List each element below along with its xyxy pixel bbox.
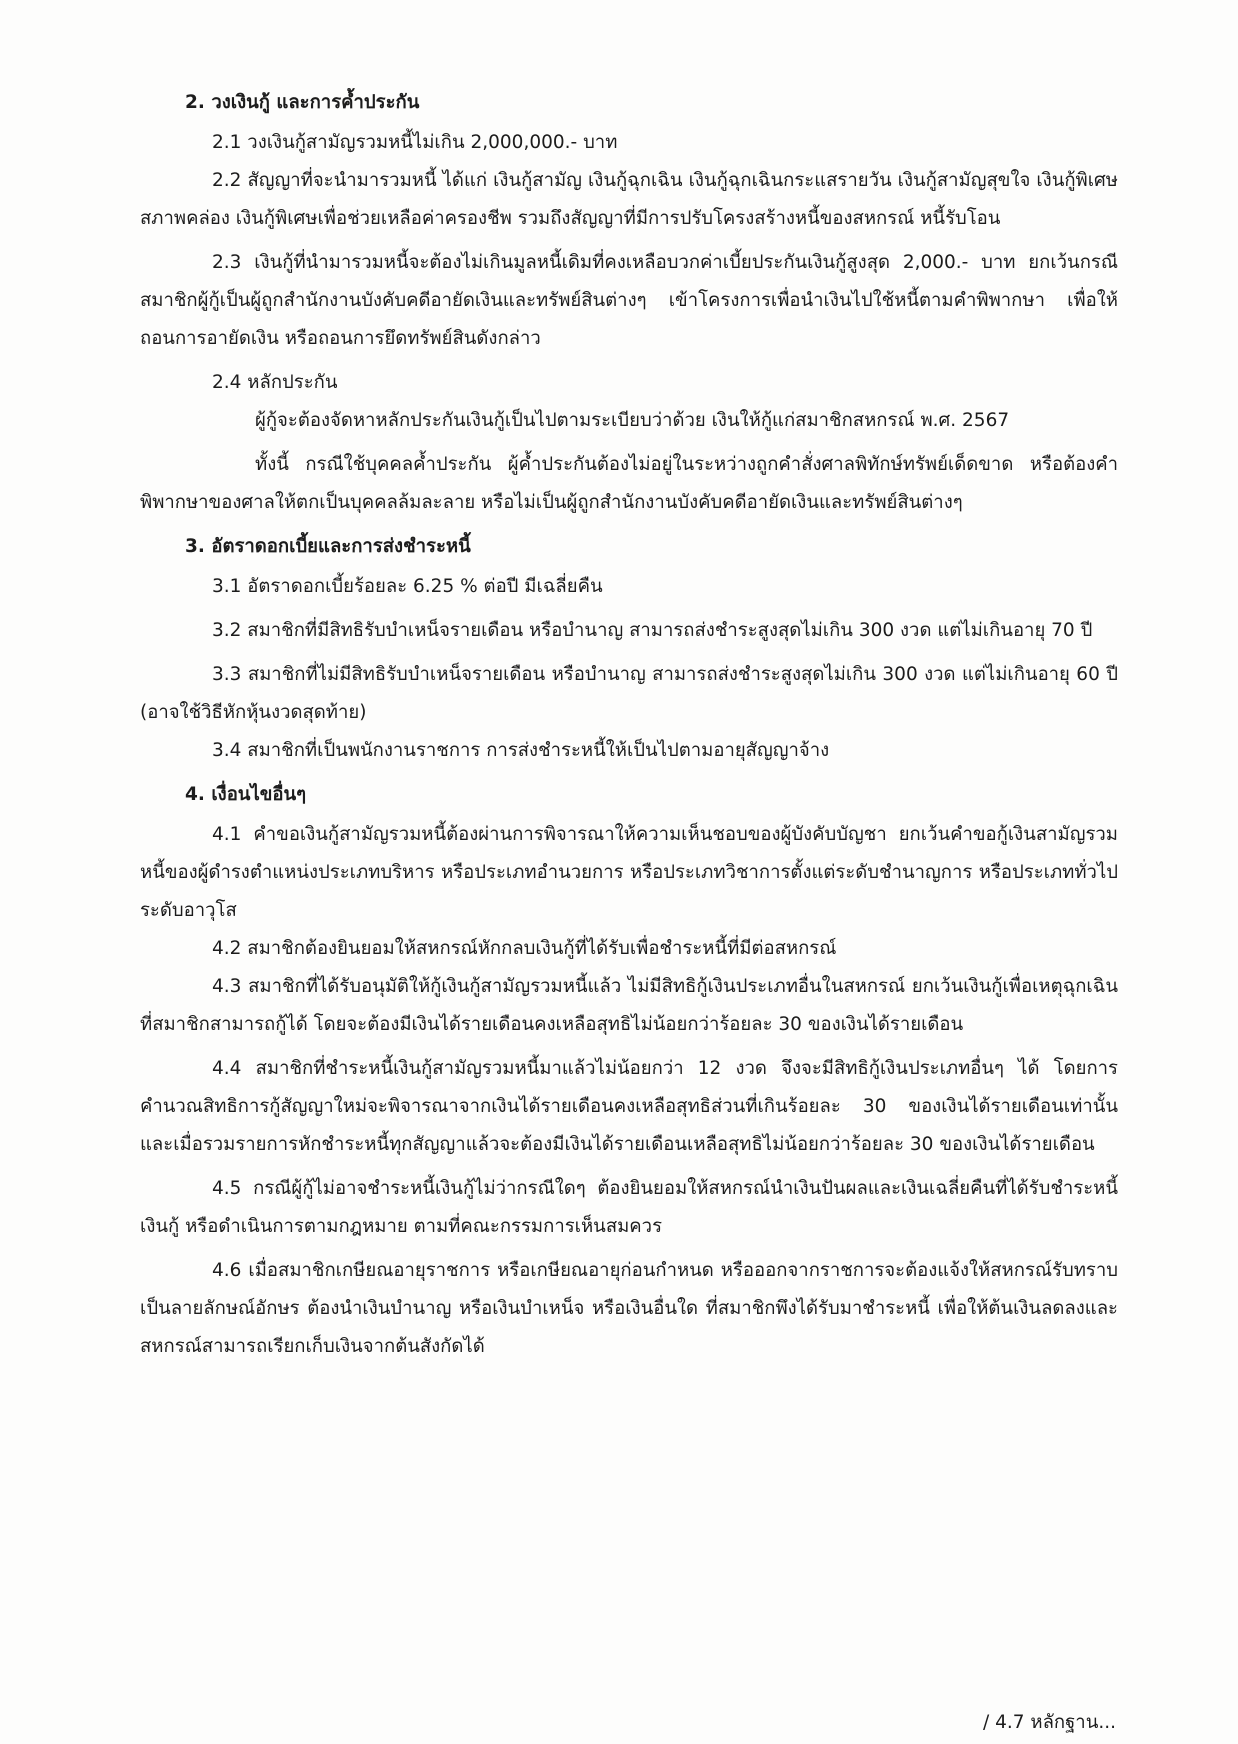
clause-2-2: 2.2 สัญญาที่จะนำมารวมหนี้ ได้แก่ เงินกู้สามัญ เงินกู้ฉุกเฉิน เงินกู้ฉุกเฉินกระแสรายวัน เงินกู้สามัญสุขใจ เงินกู้พิเศษสภาพคล่อง เงินกู้พิเศษเพื่อช่วยเหลือค่าครองชีพ รวมถึงสัญญาที่มีการปรับโครงสร้างหนี้ของสหกรณ์ หนี้รับโอน — [140, 170, 1118, 229]
clause-3-3: 3.3 สมาชิกที่ไม่มีสิทธิรับบำเหน็จรายเดือน หรือบำนาญ สามารถส่งชำระสูงสุดไม่เกิน 300 งวด แต่ไม่เกินอายุ 60 ปี (อาจใช้วิธีหักหุ้นงวดสุดท้าย) — [140, 664, 1118, 723]
clause-3-4: 3.4 สมาชิกที่เป็นพนักงานราชการ การส่งชำระหนี้ให้เป็นไปตามอายุสัญญาจ้าง — [212, 740, 830, 761]
clause-4-4: 4.4 สมาชิกที่ชำระหนี้เงินกู้สามัญรวมหนี้มาแล้วไม่น้อยกว่า 12 งวด จึงจะมีสิทธิกู้เงินประเภทอื่นๆ ได้ โดยการคำนวณสิทธิการกู้สัญญาใหม่จะพิจารณาจากเงินได้รายเดือนคงเหลือสุทธิส่วนที่เกินร้อยละ 30 ของเงินได้รายเดือนเท่านั้น และเมื่อรวมรายการหักชำระหนี้ทุกสัญญาแล้วจะต้องมีเงินได้รายเดือนเหลือสุทธิไม่น้อยกว่าร้อยละ 30 ของเงินได้รายเดือน — [140, 1058, 1118, 1155]
clause-3-2: 3.2 สมาชิกที่มีสิทธิรับบำเหน็จรายเดือน หรือบำนาญ สามารถส่งชำระสูงสุดไม่เกิน 300 งวด แต่ไม่เกินอายุ 70 ปี — [212, 620, 1093, 641]
section-3-heading: 3. อัตราดอกเบี้ยและการส่งชำระหนี้ — [185, 536, 471, 557]
clause-2-4-guarantor: ทั้งนี้ กรณีใช้บุคคลค้ำประกัน ผู้ค้ำประกันต้องไม่อยู่ในระหว่างถูกคำสั่งศาลพิทักษ์ทรัพย์เด็ดขาด หรือต้องคำพิพากษาของศาลให้ตกเป็นบุคคลล้มละลาย หรือไม่เป็นผู้ถูกสำนักงานบังคับคดีอายัดเงินและทรัพย์สินต่างๆ — [140, 454, 1118, 513]
clause-4-6: 4.6 เมื่อสมาชิกเกษียณอายุราชการ หรือเกษียณอายุก่อนกำหนด หรือออกจากราชการจะต้องแจ้งให้สหกรณ์รับทราบเป็นลายลักษณ์อักษร ต้องนำเงินบำนาญ หรือเงินบำเหน็จ หรือเงินอื่นใด ที่สมาชิกพึงได้รับมาชำระหนี้ เพื่อให้ต้นเงินลดลงและสหกรณ์สามารถเรียกเก็บเงินจากต้นสังกัดได้ — [140, 1260, 1118, 1357]
clause-2-3: 2.3 เงินกู้ที่นำมารวมหนี้จะต้องไม่เกินมูลหนี้เดิมที่คงเหลือบวกค่าเบี้ยประกันเงินกู้สูงสุด 2,000.- บาท ยกเว้นกรณีสมาชิกผู้กู้เป็นผู้ถูกสำนักงานบังคับคดีอายัดเงินและทรัพย์สินต่างๆ เข้าโครงการเพื่อนำเงินไปใช้หนี้ตามคำพิพากษา เพื่อให้ถอนการอายัดเงิน หรือถอนการยึดทรัพย์สินดังกล่าว — [140, 252, 1118, 349]
continuation-note: / 4.7 หลักฐาน... — [982, 1712, 1116, 1733]
clause-2-4-title: 2.4 หลักประกัน — [212, 372, 338, 393]
clause-4-1: 4.1 คำขอเงินกู้สามัญรวมหนี้ต้องผ่านการพิจารณาให้ความเห็นชอบของผู้บังคับบัญชา ยกเว้นคำขอกู้เงินสามัญรวมหนี้ของผู้ดำรงตำแหน่งประเภทบริหาร หรือประเภทอำนวยการ หรือประเภทวิชาการตั้งแต่ระดับชำนาญการ หรือประเภททั่วไประดับอาวุโส — [140, 824, 1118, 921]
clause-3-1: 3.1 อัตราดอกเบี้ยร้อยละ 6.25 % ต่อปี มีเฉลี่ยคืน — [212, 576, 603, 597]
document-body — [140, 84, 1118, 1366]
clause-2-1: 2.1 วงเงินกู้สามัญรวมหนี้ไม่เกิน 2,000,000.- บาท — [212, 132, 618, 153]
clause-4-2: 4.2 สมาชิกต้องยินยอมให้สหกรณ์หักกลบเงินกู้ที่ได้รับเพื่อชำระหนี้ที่มีต่อสหกรณ์ — [212, 938, 837, 959]
section-4-heading: 4. เงื่อนไขอื่นๆ — [185, 784, 307, 805]
section-2-heading: 2. วงเงินกู้ และการค้ำประกัน — [185, 92, 420, 113]
clause-4-5: 4.5 กรณีผู้กู้ไม่อาจชำระหนี้เงินกู้ไม่ว่ากรณีใดๆ ต้องยินยอมให้สหกรณ์นำเงินปันผลและเงินเฉลี่ยคืนที่ได้รับชำระหนี้เงินกู้ หรือดำเนินการตามกฎหมาย ตามที่คณะกรรมการเห็นสมควร — [140, 1178, 1118, 1237]
clause-4-3: 4.3 สมาชิกที่ได้รับอนุมัติให้กู้เงินกู้สามัญรวมหนี้แล้ว ไม่มีสิทธิกู้เงินประเภทอื่นในสหกรณ์ ยกเว้นเงินกู้เพื่อเหตุฉุกเฉินที่สมาชิกสามารถกู้ได้ โดยจะต้องมีเงินได้รายเดือนคงเหลือสุทธิไม่น้อยกว่าร้อยละ 30 ของเงินได้รายเดือน — [140, 976, 1118, 1035]
clause-2-4-collateral: ผู้กู้จะต้องจัดหาหลักประกันเงินกู้เป็นไปตามระเบียบว่าด้วย เงินให้กู้แก่สมาชิกสหกรณ์ พ.ศ. 2567 — [255, 410, 1010, 431]
